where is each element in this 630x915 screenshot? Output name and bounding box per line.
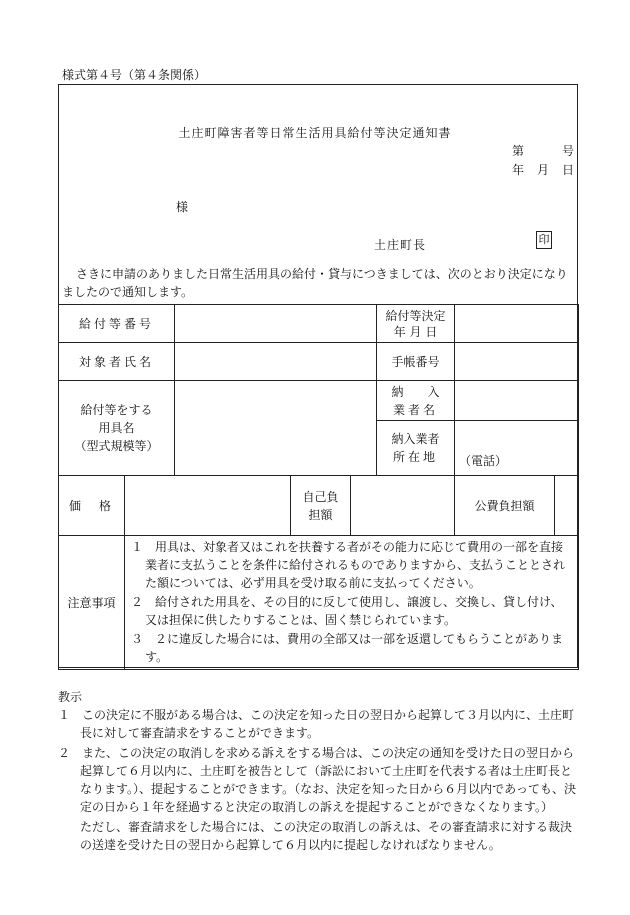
self-burden-label: 自己負 担額	[291, 476, 351, 536]
decision-date-value	[455, 305, 579, 343]
seal-mark: 印	[536, 231, 552, 249]
supplier-address-value	[455, 421, 579, 476]
notes-content	[125, 536, 579, 670]
public-burden-label: 公費負担額	[455, 476, 555, 536]
addressee-suffix: 様	[176, 200, 189, 214]
date-year: 年	[512, 163, 525, 177]
grant-number-value	[175, 305, 377, 343]
number-line	[512, 142, 574, 159]
decision-table	[58, 304, 579, 670]
date-month: 月	[536, 163, 549, 177]
document-title: 土庄町障害者等日常生活用具給付等決定通知書	[178, 126, 452, 140]
public-burden-value	[555, 476, 579, 536]
kyoji-item-2-continued: ただし、審査請求をした場合には、この決定の取消しの訴えは、その審査請求に対する裁決の送達を受けた日の翌日から起算して６月以内に提起しなければなりません。	[80, 820, 573, 852]
issuer: 土庄町長	[374, 238, 427, 252]
number-suffix: 号	[561, 144, 574, 158]
item-name-label: 給付等をする 用具名 （型式規模等）	[59, 381, 175, 476]
handbook-number-label: 手帳番号	[377, 343, 455, 381]
price-value	[125, 476, 291, 536]
form-label: 様式第４号（第４条関係）	[62, 68, 207, 82]
note-item: ３ ２に違反した場合には、費用の全部又は一部を返還してもらうことがあります。	[131, 632, 564, 664]
kyoji-item-1: １ この決定に不服がある場合は、この決定を知った日の翌日から起算して３月以内に、土庄町長に対して審査請求をすることができます。	[58, 708, 575, 740]
note-item: ２ 給付された用具を、その目的に反して使用し、譲渡し、交換し、貸し付け、又は担保に供したりすることは、固く禁じられています。	[131, 595, 563, 627]
supplier-value	[455, 381, 579, 421]
number-prefix: 第	[512, 144, 525, 158]
price-label: 価 格	[59, 476, 125, 536]
kyoji-body	[58, 706, 578, 854]
date-line	[512, 161, 574, 178]
intro-text: さきに申請のありました日常生活用具の給付・貸与につきましては、次のとおり決定になりましたので通知します。	[62, 267, 568, 299]
decision-date-label: 給付等決定 年 月 日	[377, 305, 455, 343]
kyoji-heading: 教示	[58, 690, 83, 704]
date-day: 日	[561, 163, 574, 177]
item-name-value	[175, 381, 377, 476]
self-burden-value	[351, 476, 455, 536]
supplier-label: 納 入 業者名	[377, 381, 455, 421]
target-name-value	[175, 343, 377, 381]
supplier-address-label: 納入業者 所在地	[377, 421, 455, 476]
handbook-number-value	[455, 343, 579, 381]
kyoji-item-2: ２ また、この決定の取消しを求める訴えをする場合は、この決定の通知を受けた日の翌日から起算して６月以内に、土庄町を被告として（訴訟において土庄町を代表する者は土庄町長となります。）、提起することができます。（なお、決定を知った日から６月以内であっても、決定の日から１年を経過すると決定の取消しの訴えを提起することができなくなります。）	[58, 746, 576, 814]
target-name-label: 対象者氏名	[59, 343, 175, 381]
notes-label: 注意事項	[59, 536, 125, 670]
grant-number-label: 給付等番号	[59, 305, 175, 343]
note-item: １ 用具は、対象者又はこれを扶養する者がその能力に応じて費用の一部を直接業者に支払うことを条件に給付されるものでありますから、支払うこととされた額については、必ず用具を受け取る前に支払ってください。	[131, 540, 566, 590]
phone-label: （電話）	[459, 454, 508, 468]
